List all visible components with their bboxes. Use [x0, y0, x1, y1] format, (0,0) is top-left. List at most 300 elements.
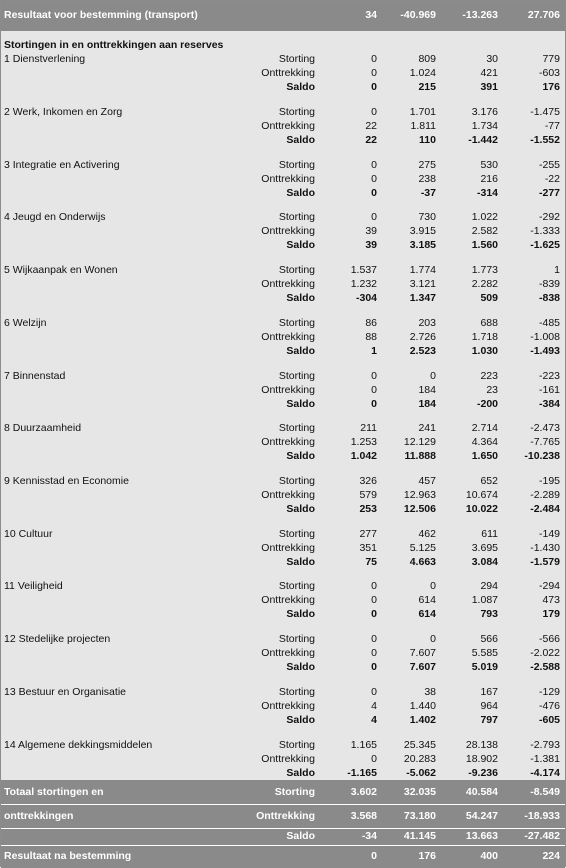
row-type: Storting [278, 686, 315, 698]
table-row [1, 502, 565, 516]
value-cell: 1.537 [350, 264, 377, 276]
value-cell: 0 [371, 686, 377, 698]
table-row [1, 632, 565, 646]
row-type: Storting [278, 264, 315, 276]
table-row [1, 766, 565, 780]
value-cell: 1.718 [471, 331, 498, 343]
value-cell: 39 [365, 239, 377, 251]
value-cell: 5.585 [471, 647, 498, 659]
value-cell: 809 [418, 53, 436, 65]
value-cell: -304 [355, 292, 377, 304]
row-type: Onttrekking [256, 810, 315, 822]
value-cell: 1.811 [410, 120, 436, 132]
row-type: Onttrekking [261, 331, 315, 343]
value-cell: 211 [360, 422, 377, 434]
value-cell: 10.674 [465, 489, 498, 501]
table-row [1, 316, 565, 330]
table-row [1, 685, 565, 699]
row-type: Storting [278, 317, 315, 329]
value-cell: -161 [538, 384, 560, 396]
value-cell: -294 [538, 580, 560, 592]
group-name: 2 Werk, Inkomen en Zorg [4, 106, 123, 118]
value-cell: 611 [481, 528, 498, 540]
group-name: 3 Integratie en Activering [4, 159, 120, 171]
result-before-row [1, 8, 565, 22]
value-cell: -1.333 [530, 225, 560, 237]
group-name: 8 Duurzaamheid [4, 422, 82, 434]
value-cell: -1.552 [530, 134, 560, 146]
value-cell: 2.282 [471, 278, 498, 290]
value-cell: 34 [365, 9, 377, 21]
value-cell: -384 [538, 398, 560, 410]
row-type: Saldo [286, 81, 315, 93]
value-cell: 13.663 [465, 830, 498, 842]
totals-label: Totaal stortingen en [4, 786, 104, 798]
value-cell: 0 [430, 633, 436, 645]
table-row [1, 263, 565, 277]
value-cell: 4 [371, 700, 377, 712]
value-cell: -1.008 [530, 331, 560, 343]
table-row [1, 660, 565, 674]
table-row [1, 435, 565, 449]
row-type: Saldo [286, 450, 315, 462]
value-cell: 176 [542, 81, 560, 93]
table-row [1, 277, 565, 291]
value-cell: 23 [486, 384, 498, 396]
value-cell: -255 [538, 159, 560, 171]
value-cell: -566 [538, 633, 560, 645]
value-cell: 0 [430, 370, 436, 382]
value-cell: 3.602 [350, 786, 377, 798]
value-cell: 1.402 [409, 714, 436, 726]
value-cell: -1.442 [468, 134, 498, 146]
value-cell: 688 [480, 317, 498, 329]
group-name: 6 Welzijn [4, 317, 47, 329]
table-row [1, 593, 565, 607]
value-cell: 4.663 [409, 556, 436, 568]
value-cell: 86 [365, 317, 377, 329]
value-cell: 530 [480, 159, 498, 171]
value-cell: 793 [480, 608, 498, 620]
table-row [1, 527, 565, 541]
value-cell: 241 [418, 422, 436, 434]
value-cell: 1.022 [471, 211, 498, 223]
table-row [1, 210, 565, 224]
table-row [1, 158, 565, 172]
group-name: 14 Algemene dekkingsmiddelen [4, 739, 153, 751]
row-type: Storting [278, 739, 315, 751]
value-cell: 10.022 [465, 503, 498, 515]
value-cell: -37 [420, 187, 436, 199]
totals-label: onttrekkingen [4, 810, 74, 822]
group-name: 4 Jeugd en Onderwijs [4, 211, 106, 223]
table-row [1, 607, 565, 621]
value-cell: 4.364 [471, 436, 498, 448]
value-cell: -314 [476, 187, 498, 199]
row-type: Onttrekking [261, 120, 315, 132]
value-cell: 25.345 [403, 739, 436, 751]
value-cell: 32.035 [403, 786, 436, 798]
table-row [1, 421, 565, 435]
row-type: Saldo [286, 398, 315, 410]
row-type: Saldo [286, 134, 315, 146]
value-cell: 1.734 [471, 120, 498, 132]
value-cell: 2.714 [471, 422, 498, 434]
section-title: Stortingen in en onttrekkingen aan reserves [4, 39, 224, 51]
value-cell: 0 [371, 594, 377, 606]
value-cell: 652 [480, 475, 498, 487]
table-row [1, 105, 565, 119]
value-cell: 614 [418, 594, 436, 606]
table-row [1, 488, 565, 502]
value-cell: 7.607 [409, 647, 436, 659]
value-cell: -34 [361, 830, 377, 842]
table-row [1, 119, 565, 133]
value-cell: 1.024 [409, 67, 436, 79]
separator [1, 845, 565, 846]
value-cell: 184 [418, 384, 436, 396]
value-cell: 1.701 [409, 106, 436, 118]
row-type: Onttrekking [261, 436, 315, 448]
value-cell: -605 [538, 714, 560, 726]
value-cell: 39 [365, 225, 377, 237]
value-cell: 12.506 [403, 503, 436, 515]
value-cell: 1.347 [409, 292, 436, 304]
totals-row [1, 809, 565, 823]
value-cell: 2.523 [409, 345, 436, 357]
value-cell: 462 [418, 528, 436, 540]
value-cell: 0 [371, 580, 377, 592]
value-cell: 88 [365, 331, 377, 343]
row-type: Saldo [286, 503, 315, 515]
value-cell: 797 [480, 714, 498, 726]
value-cell: 566 [480, 633, 498, 645]
value-cell: 1 [371, 345, 377, 357]
value-cell: 28.138 [465, 739, 498, 751]
value-cell: 3.568 [350, 810, 377, 822]
value-cell: 27.706 [527, 9, 560, 21]
value-cell: 179 [542, 608, 560, 620]
value-cell: 730 [418, 211, 436, 223]
group-name: 9 Kennisstad en Economie [4, 475, 129, 487]
value-cell: -8.549 [530, 786, 560, 798]
group-name: 5 Wijkaanpak en Wonen [4, 264, 118, 276]
value-cell: 11.888 [404, 450, 436, 462]
value-cell: 0 [371, 67, 377, 79]
row-type: Saldo [286, 187, 315, 199]
value-cell: 167 [480, 686, 498, 698]
value-cell: -195 [538, 475, 560, 487]
value-cell: -2.588 [530, 661, 560, 673]
separator [1, 804, 565, 805]
value-cell: 509 [480, 292, 498, 304]
row-type: Storting [278, 159, 315, 171]
value-cell: 0 [371, 661, 377, 673]
value-cell: -1.625 [530, 239, 560, 251]
value-cell: 579 [359, 489, 377, 501]
table-row [1, 699, 565, 713]
table-row [1, 80, 565, 94]
value-cell: 0 [371, 81, 377, 93]
row-label: Resultaat voor bestemming (transport) [4, 9, 198, 21]
value-cell: -476 [538, 700, 560, 712]
value-cell: 473 [542, 594, 560, 606]
table-row [1, 344, 565, 358]
table-row [1, 541, 565, 555]
value-cell: -129 [538, 686, 560, 698]
value-cell: 203 [418, 317, 436, 329]
row-label: Resultaat na bestemming [4, 850, 132, 862]
value-cell: 3.185 [409, 239, 436, 251]
row-type: Saldo [286, 608, 315, 620]
value-cell: -149 [538, 528, 560, 540]
value-cell: 38 [424, 686, 436, 698]
value-cell: 326 [359, 475, 377, 487]
value-cell: 1.253 [350, 436, 377, 448]
value-cell: 614 [418, 608, 436, 620]
value-cell: -223 [538, 370, 560, 382]
value-cell: 1.087 [471, 594, 498, 606]
table-row [1, 52, 565, 66]
value-cell: -292 [538, 211, 560, 223]
table-row [1, 330, 565, 344]
value-cell: 391 [480, 81, 498, 93]
value-cell: 1.165 [350, 739, 377, 751]
value-cell: 22 [365, 120, 377, 132]
value-cell: 40.584 [465, 786, 498, 798]
value-cell: 2.726 [409, 331, 436, 343]
value-cell: 1.042 [350, 450, 377, 462]
row-type: Onttrekking [261, 384, 315, 396]
value-cell: 0 [371, 370, 377, 382]
value-cell: 0 [371, 187, 377, 199]
value-cell: -2.484 [530, 503, 560, 515]
row-type: Saldo [286, 345, 315, 357]
table-row [1, 291, 565, 305]
value-cell: 0 [371, 211, 377, 223]
value-cell: 110 [419, 134, 436, 146]
value-cell: 223 [480, 370, 498, 382]
table-row [1, 186, 565, 200]
value-cell: 238 [418, 173, 436, 185]
table-row [1, 752, 565, 766]
value-cell: -838 [538, 292, 560, 304]
row-type: Saldo [286, 830, 315, 842]
row-type: Saldo [286, 767, 315, 779]
value-cell: -18.933 [524, 810, 560, 822]
row-type: Storting [278, 211, 315, 223]
value-cell: 3.915 [409, 225, 436, 237]
value-cell: 1.560 [471, 239, 498, 251]
row-type: Storting [278, 633, 315, 645]
table-row [1, 172, 565, 186]
value-cell: 457 [418, 475, 436, 487]
value-cell: -4.174 [530, 767, 560, 779]
row-type: Storting [274, 786, 315, 798]
value-cell: -1.475 [530, 106, 560, 118]
table-row [1, 646, 565, 660]
value-cell: -27.482 [524, 830, 560, 842]
group-name: 12 Stedelijke projecten [4, 633, 111, 645]
value-cell: -839 [538, 278, 560, 290]
value-cell: 275 [418, 159, 436, 171]
value-cell: 4 [371, 714, 377, 726]
value-cell: -1.381 [530, 753, 560, 765]
value-cell: 1.774 [409, 264, 436, 276]
table-row [1, 474, 565, 488]
table-row [1, 555, 565, 569]
value-cell: 0 [371, 384, 377, 396]
value-cell: -485 [538, 317, 560, 329]
value-cell: 1.440 [409, 700, 436, 712]
value-cell: 400 [480, 850, 498, 862]
value-cell: 5.019 [471, 661, 498, 673]
value-cell: 73.180 [403, 810, 436, 822]
value-cell: -2.793 [530, 739, 560, 751]
value-cell: -603 [538, 67, 560, 79]
value-cell: 0 [371, 398, 377, 410]
totals-row [1, 785, 565, 799]
value-cell: 30 [486, 53, 498, 65]
row-type: Onttrekking [261, 67, 315, 79]
value-cell: -9.236 [468, 767, 498, 779]
group-name: 11 Veiligheid [4, 580, 63, 592]
group-name: 1 Dienstverlening [4, 53, 86, 65]
row-type: Onttrekking [261, 278, 315, 290]
value-cell: 0 [430, 580, 436, 592]
value-cell: 20.283 [403, 753, 436, 765]
value-cell: 3.121 [409, 278, 436, 290]
table-row [1, 449, 565, 463]
table-row [1, 133, 565, 147]
value-cell: 224 [542, 850, 560, 862]
value-cell: 1.650 [471, 450, 498, 462]
value-cell: 12.963 [403, 489, 436, 501]
value-cell: -2.473 [530, 422, 560, 434]
row-type: Saldo [286, 239, 315, 251]
totals-row [1, 829, 565, 843]
table-row [1, 397, 565, 411]
value-cell: 2.582 [471, 225, 498, 237]
table-row [1, 66, 565, 80]
row-type: Saldo [286, 556, 315, 568]
value-cell: 41.145 [403, 830, 436, 842]
value-cell: 75 [365, 556, 377, 568]
value-cell: 253 [359, 503, 377, 515]
value-cell: 1.030 [471, 345, 498, 357]
value-cell: 5.125 [409, 542, 436, 554]
row-type: Storting [278, 106, 315, 118]
value-cell: 0 [371, 633, 377, 645]
value-cell: 184 [418, 398, 436, 410]
value-cell: -2.022 [530, 647, 560, 659]
value-cell: -277 [538, 187, 560, 199]
value-cell: 964 [480, 700, 498, 712]
table-row [1, 738, 565, 752]
row-type: Storting [278, 580, 315, 592]
table-row [1, 238, 565, 252]
value-cell: -200 [476, 398, 498, 410]
row-type: Onttrekking [261, 225, 315, 237]
value-cell: 216 [480, 173, 498, 185]
value-cell: 0 [371, 173, 377, 185]
value-cell: -1.430 [530, 542, 560, 554]
value-cell: 779 [542, 53, 560, 65]
value-cell: -77 [544, 120, 560, 132]
value-cell: 18.902 [465, 753, 498, 765]
row-type: Saldo [286, 661, 315, 673]
table-row [1, 383, 565, 397]
value-cell: 294 [480, 580, 498, 592]
value-cell: 0 [371, 647, 377, 659]
row-type: Storting [278, 370, 315, 382]
table-row [1, 369, 565, 383]
value-cell: 351 [359, 542, 377, 554]
value-cell: 215 [418, 81, 436, 93]
value-cell: 176 [418, 850, 436, 862]
value-cell: -1.165 [347, 767, 377, 779]
row-type: Storting [278, 475, 315, 487]
value-cell: 3.176 [471, 106, 498, 118]
value-cell: 3.695 [471, 542, 498, 554]
value-cell: -13.263 [462, 9, 498, 21]
value-cell: 0 [371, 753, 377, 765]
row-type: Saldo [286, 292, 315, 304]
value-cell: 3.084 [471, 556, 498, 568]
value-cell: -1.579 [530, 556, 560, 568]
row-type: Storting [278, 528, 315, 540]
value-cell: 1 [554, 264, 560, 276]
group-name: 10 Cultuur [4, 528, 53, 540]
value-cell: 0 [371, 159, 377, 171]
row-type: Onttrekking [261, 489, 315, 501]
value-cell: 0 [371, 850, 377, 862]
table-row [1, 224, 565, 238]
value-cell: -10.238 [524, 450, 560, 462]
table-row [1, 579, 565, 593]
value-cell: 1.232 [350, 278, 377, 290]
value-cell: -1.493 [530, 345, 560, 357]
row-type: Onttrekking [261, 173, 315, 185]
value-cell: -2.289 [530, 489, 560, 501]
value-cell: 277 [359, 528, 377, 540]
row-type: Onttrekking [261, 594, 315, 606]
section-heading [1, 38, 565, 52]
value-cell: 54.247 [465, 810, 498, 822]
row-type: Storting [278, 53, 315, 65]
row-type: Onttrekking [261, 700, 315, 712]
value-cell: -22 [544, 173, 560, 185]
value-cell: -5.062 [406, 767, 436, 779]
table-row [1, 713, 565, 727]
value-cell: 1.773 [471, 264, 498, 276]
row-type: Onttrekking [261, 647, 315, 659]
value-cell: 0 [371, 53, 377, 65]
value-cell: -7.765 [530, 436, 560, 448]
value-cell: 0 [371, 608, 377, 620]
result-after-row [1, 849, 565, 863]
row-type: Onttrekking [261, 753, 315, 765]
row-type: Saldo [286, 714, 315, 726]
row-type: Onttrekking [261, 542, 315, 554]
group-name: 13 Bestuur en Organisatie [4, 686, 126, 698]
value-cell: 22 [365, 134, 377, 146]
value-cell: 12.129 [403, 436, 436, 448]
value-cell: 0 [371, 106, 377, 118]
group-name: 7 Binnenstad [4, 370, 66, 382]
value-cell: 421 [480, 67, 498, 79]
value-cell: 7.607 [409, 661, 436, 673]
